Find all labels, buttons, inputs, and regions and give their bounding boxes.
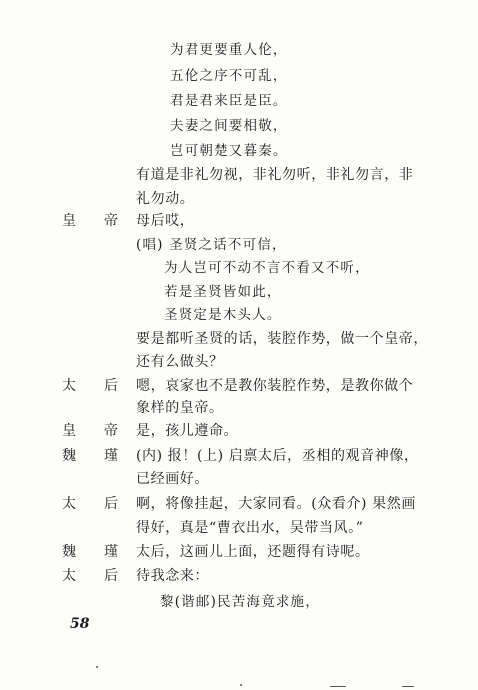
speaker-dowager-char2: 后 bbox=[104, 568, 118, 584]
prose-line: 有道是非礼勿视，非礼勿听，非礼勿言，非 bbox=[136, 167, 414, 183]
speaker-emperor-char1: 皇 bbox=[62, 213, 76, 229]
speaker-emperor-char2: 帝 bbox=[104, 423, 118, 439]
dialogue-line: 母后哎， bbox=[136, 213, 195, 229]
verse-line: 为人岂可不动不言不看又不听， bbox=[164, 260, 370, 276]
verse-line: 五伦之序不可乱， bbox=[170, 68, 288, 84]
dialogue-line: 嗯，哀家也不是教你装腔作势，是教你做个 bbox=[136, 378, 414, 394]
speaker-dowager-char1: 太 bbox=[62, 568, 76, 584]
dialogue-line: 已经画好。 bbox=[136, 471, 209, 487]
dialogue-line: 待我念来： bbox=[136, 568, 209, 584]
scan-speck bbox=[402, 686, 414, 687]
speaker-weijin-char1: 魏 bbox=[62, 544, 76, 560]
speaker-weijin-char2: 瑾 bbox=[104, 544, 118, 560]
verse-line: 为君更要重人伦， bbox=[170, 42, 288, 58]
verse-line: 夫妻之间要相敬， bbox=[170, 118, 288, 134]
scan-speck bbox=[96, 666, 98, 668]
sing-line: (唱) 圣贤之话不可信， bbox=[136, 237, 287, 253]
speaker-dowager-char2: 后 bbox=[104, 378, 118, 394]
dialogue-line: 是，孩儿遵命。 bbox=[136, 423, 239, 439]
speaker-emperor-char1: 皇 bbox=[62, 423, 76, 439]
prose-line: 要是都听圣贤的话，装腔作势，做一个皇帝， bbox=[136, 331, 428, 347]
verse-line: 若是圣贤皆如此， bbox=[164, 284, 282, 300]
dialogue-line: 啊，将像挂起，大家同看。(众看介) 果然画 bbox=[136, 496, 416, 512]
dialogue-line: 得好，真是“曹衣出水，吴带当风。” bbox=[136, 520, 364, 536]
poem-line: 黎(谐邮)民苦海竟求施， bbox=[160, 594, 320, 610]
prose-line: 还有么做头？ bbox=[136, 354, 224, 370]
speaker-dowager-char1: 太 bbox=[62, 378, 76, 394]
speaker-dowager-char2: 后 bbox=[104, 496, 118, 512]
speaker-dowager-char1: 太 bbox=[62, 496, 76, 512]
dialogue-line: 象样的皇帝。 bbox=[136, 400, 224, 416]
speaker-weijin-char1: 魏 bbox=[62, 448, 76, 464]
page-number: 58 bbox=[70, 616, 90, 632]
verse-line: 圣贤定是木头人。 bbox=[164, 307, 282, 323]
verse-line: 岂可朝楚又暮秦。 bbox=[170, 143, 288, 159]
speaker-emperor-char2: 帝 bbox=[104, 213, 118, 229]
dialogue-line: (内) 报！(上) 启禀太后，丞相的观音神像， bbox=[136, 448, 419, 464]
scan-speck bbox=[330, 686, 346, 687]
dialogue-line: 太后，这画儿上面，还题得有诗呢。 bbox=[136, 544, 370, 560]
speaker-weijin-char2: 瑾 bbox=[104, 448, 118, 464]
prose-line: 礼勿动。 bbox=[136, 191, 195, 207]
verse-line: 君是君来臣是臣。 bbox=[170, 93, 288, 109]
scan-speck bbox=[240, 684, 242, 686]
